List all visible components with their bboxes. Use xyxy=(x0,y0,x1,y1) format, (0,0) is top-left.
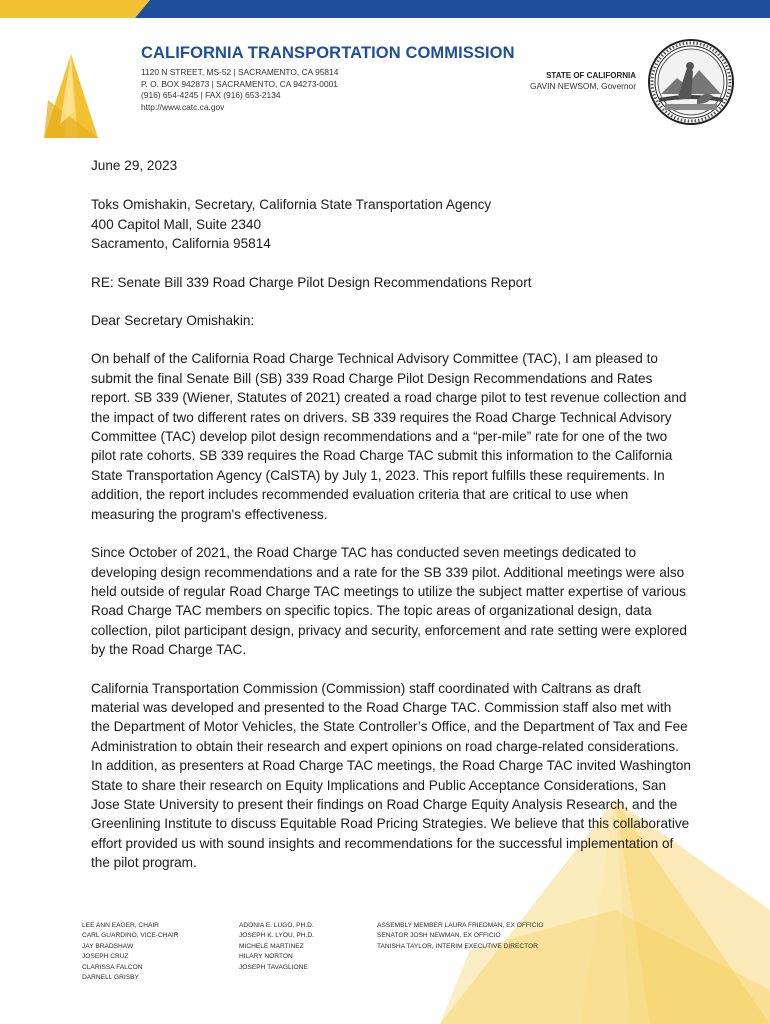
commissioner-name: HILARY NORTON xyxy=(239,953,293,961)
recipient-line: Sacramento, California 95814 xyxy=(91,236,271,252)
commissioner-list xyxy=(239,921,314,973)
ctc-triangle-logo-icon xyxy=(40,52,102,142)
ex-officio-name: SENATOR JOSH NEWMAN, EX OFFICIO xyxy=(377,932,501,940)
commissioner-name: DARNELL GRISBY xyxy=(82,974,139,982)
ex-officio-list xyxy=(377,921,543,952)
commissioner-name: CLARISSA FALCON xyxy=(82,963,143,971)
letter-body xyxy=(91,156,691,892)
address-line: 1120 N STREET, MS-52 | SACRAMENTO, CA 95814 xyxy=(141,67,339,77)
recipient-line: 400 Capitol Mall, Suite 2340 xyxy=(91,216,262,232)
phone-fax-line: (916) 654-4245 | FAX (916) 653-2134 xyxy=(141,90,281,101)
website-link[interactable]: http://www.catc.ca.gov xyxy=(141,101,225,112)
salutation: Dear Secretary Omishakin: xyxy=(91,313,255,329)
body-paragraph: On behalf of the California Road Charge Technical Advisory Committee (TAC), I am pleased to submit the final Senate Bill (SB) 339 Road Charge Pilot Design Recommendations and Rates report. SB 339 (Wiener, Statutes of 2021) created a road charge pilot to test revenue collection and the impact of two different rates on drivers. SB 339 requires the Road Charge Technical Advisory Committee (TAC) develop pilot design recommendations and a “per-mile” rate for one of the two pilot rate cohorts. SB 339 requires the Road Charge TAC submit this information to the California State Transportation Agency (CalSTA) by July 1, 2023. This report fulfills these requirements. In addition, the report includes recommended evaluation criteria that are critical to use when measuring the program's effectiveness. xyxy=(91,351,687,522)
commissioner-name: MICHELE MARTINEZ xyxy=(239,942,304,950)
header-color-band xyxy=(0,0,770,18)
commissioner-name: JOSEPH CRUZ xyxy=(82,953,129,961)
body-paragraph: Since October of 2021, the Road Charge TAC has conducted seven meetings dedicated to developing design recommendations and a rate for the SB 339 pilot. Additional meetings were also held outside of regular Road Charge TAC meetings to utilize the subject matter expertise of various Road Charge TAC members on specific topics. The topic areas of organizational design, data collection, pilot participant design, privacy and security, enforcement and rate setting were explored by the Road Charge TAC. xyxy=(91,545,687,658)
organization-name: CALIFORNIA TRANSPORTATION COMMISSION xyxy=(141,44,515,62)
commissioner-list xyxy=(82,921,178,983)
body-paragraph: California Transportation Commission (Commission) staff coordinated with Caltrans as draft material was developed and presented to the Road Charge TAC. Commission staff also met with the Department of Motor Vehicles, the State Controller’s Office, and the Department of Tax and Fee Administration to obtain their research and expert opinions on road charge-related considerations. In addition, as presenters at Road Charge TAC meetings, the Road Charge TAC invited Washington State to share their research on Equity Implications and Public Acceptance Considerations, San Jose State University to present their findings on Road Charge Equity Analysis Research, and the Greenlining Institute to discuss Equitable Road Pricing Strategies. We believe that this collaborative effort provided us with sound insights and recommendations for the successful implementation of the pilot program. xyxy=(91,680,691,871)
state-block xyxy=(530,70,636,92)
commissioner-name: LEE ANN EAGER, CHAIR xyxy=(82,922,159,929)
commissioner-name: ADONIA E. LUGO, PH.D. xyxy=(239,922,314,929)
commissioner-name: JOSEPH K. LYOU, PH.D. xyxy=(239,932,314,940)
commissioner-name: JOSEPH TAVAGLIONE xyxy=(239,963,308,971)
commissioner-name: JAY BRADSHAW xyxy=(82,942,134,950)
executive-director-name: TANISHA TAYLOR, INTERIM EXECUTIVE DIRECTOR xyxy=(377,942,538,950)
letterhead xyxy=(141,44,515,113)
governor-name: GAVIN NEWSOM, Governor xyxy=(530,81,636,91)
address-line: P. O. BOX 942873 | SACRAMENTO, CA 94273-0001 xyxy=(141,78,338,89)
letter-date: June 29, 2023 xyxy=(91,158,178,173)
recipient-line: Toks Omishakin, Secretary, California State Transportation Agency xyxy=(91,197,492,213)
commissioner-name: CARL GUARDINO, VICE-CHAIR xyxy=(82,932,179,940)
ex-officio-name: ASSEMBLY MEMBER LAURA FRIEDMAN, EX OFFICIO xyxy=(377,922,544,929)
subject-line: RE: Senate Bill 339 Road Charge Pilot Design Recommendations Report xyxy=(91,274,532,290)
state-title: STATE OF CALIFORNIA xyxy=(546,71,636,80)
state-seal-icon xyxy=(647,38,735,126)
